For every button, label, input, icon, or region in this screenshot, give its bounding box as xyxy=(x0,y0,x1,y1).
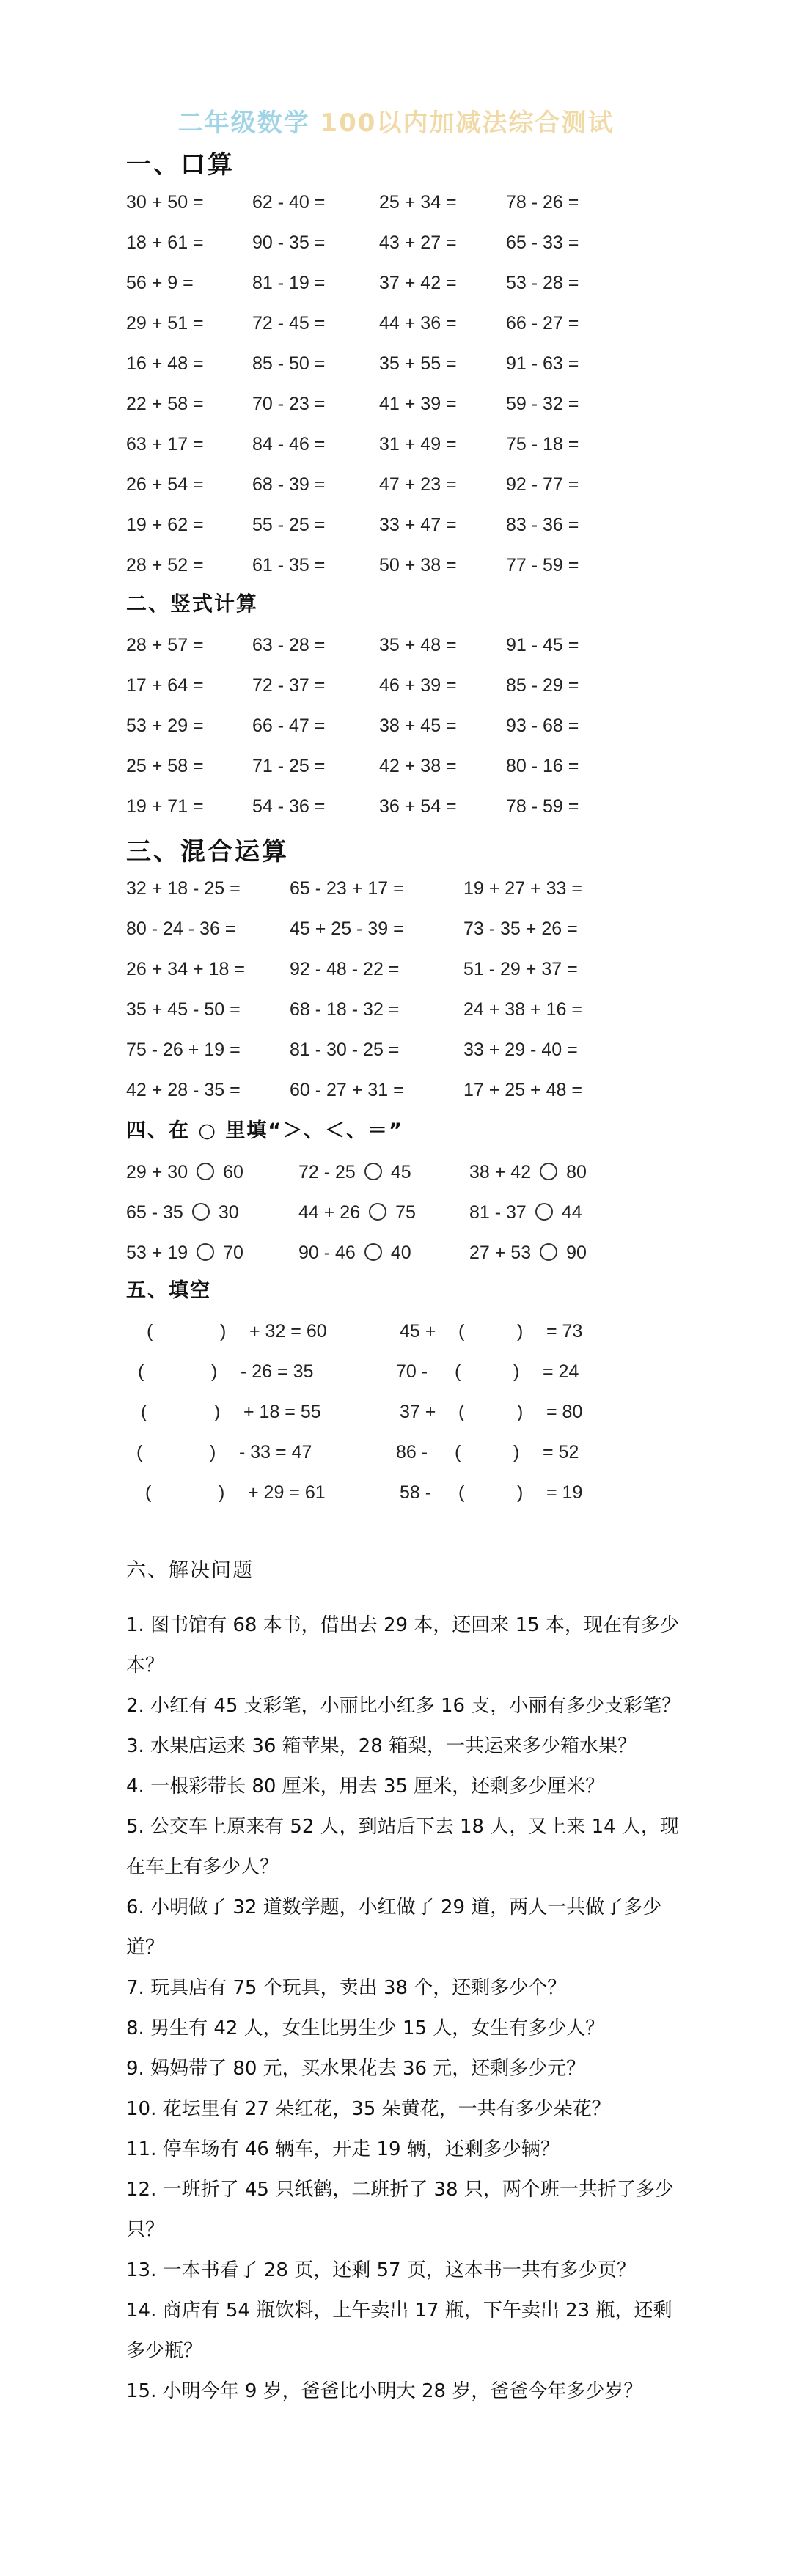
oral-exercise-row xyxy=(0,313,792,342)
fill-row xyxy=(0,1361,792,1391)
oral-exercise-item: 47 + 23 = xyxy=(379,474,457,495)
compare-item xyxy=(126,1162,243,1183)
compare-item xyxy=(298,1162,411,1183)
compare-right: 30 xyxy=(218,1202,239,1223)
vertical-exercise-item: 78 - 59 = xyxy=(506,796,579,817)
word-problem: 13. 一本书看了 28 页，还剩 57 页，这本书一共有多少页？ xyxy=(126,2259,636,2281)
oral-exercise-row xyxy=(0,434,792,463)
vertical-exercise-item: 28 + 57 = xyxy=(126,635,204,655)
oral-exercise-item: 28 + 52 = xyxy=(126,555,204,575)
compare-item xyxy=(126,1243,243,1264)
mixed-exercise-item: 68 - 18 - 32 = xyxy=(290,999,400,1020)
compare-row xyxy=(0,1243,792,1272)
fill-result: = 73 xyxy=(546,1321,583,1342)
oral-exercise-item: 18 + 61 = xyxy=(126,232,204,253)
compare-item xyxy=(469,1243,587,1264)
answer-circle-icon[interactable] xyxy=(364,1243,382,1261)
answer-circle-icon[interactable] xyxy=(535,1203,553,1221)
vertical-exercise-row xyxy=(0,715,792,745)
oral-exercise-row xyxy=(0,474,792,504)
vertical-exercise-row xyxy=(0,635,792,664)
blank-close: ) xyxy=(517,1482,524,1503)
blank-close: ) xyxy=(211,1361,218,1382)
answer-circle-icon[interactable] xyxy=(540,1163,557,1180)
oral-exercise-item: 29 + 51 = xyxy=(126,313,204,334)
oral-exercise-item: 91 - 63 = xyxy=(506,353,579,374)
word-problem: 6. 小明做了 32 道数学题，小红做了 29 道，两人一共做了多少道？ xyxy=(126,1896,662,1959)
word-problem: 3. 水果店运来 36 箱苹果，28 箱梨，一共运来多少箱水果？ xyxy=(126,1735,637,1757)
compare-right: 45 xyxy=(390,1162,411,1182)
oral-exercise-item: 35 + 55 = xyxy=(379,353,457,374)
worksheet-title xyxy=(0,103,792,139)
compare-right: 70 xyxy=(223,1243,243,1263)
blank-close: ) xyxy=(220,1321,227,1342)
blank-close: ) xyxy=(210,1442,216,1462)
vertical-exercise-item: 25 + 58 = xyxy=(126,756,204,776)
vertical-exercise-item: 66 - 47 = xyxy=(252,715,326,736)
mixed-exercise-item: 51 - 29 + 37 = xyxy=(463,959,578,979)
oral-exercise-item: 26 + 54 = xyxy=(126,474,204,495)
oral-exercise-item: 65 - 33 = xyxy=(506,232,579,253)
section-fill-heading: 五、填空 xyxy=(126,1279,211,1302)
oral-exercise-item: 59 - 32 = xyxy=(506,394,579,414)
vertical-exercise-item: 63 - 28 = xyxy=(252,635,326,655)
mixed-exercise-item: 45 + 25 - 39 = xyxy=(290,919,404,939)
oral-exercise-row xyxy=(0,515,792,544)
answer-circle-icon[interactable] xyxy=(369,1203,386,1221)
mixed-exercise-item: 65 - 23 + 17 = xyxy=(290,878,404,899)
vertical-exercise-item: 36 + 54 = xyxy=(379,796,457,817)
blank-open[interactable]: ( xyxy=(455,1361,461,1382)
oral-exercise-item: 16 + 48 = xyxy=(126,353,204,374)
vertical-exercise-item: 38 + 45 = xyxy=(379,715,457,736)
blank-open[interactable]: ( xyxy=(147,1321,153,1342)
compare-left: 29 + 30 xyxy=(126,1162,188,1182)
oral-exercise-row xyxy=(0,192,792,221)
oral-exercise-row xyxy=(0,232,792,262)
mixed-exercise-item: 24 + 38 + 16 = xyxy=(463,999,582,1020)
compare-left: 72 - 25 xyxy=(298,1162,356,1182)
word-problem: 14. 商店有 54 瓶饮料，上午卖出 17 瓶，下午卖出 23 瓶，还剩多少瓶？ xyxy=(126,2300,672,2362)
vertical-exercise-item: 72 - 37 = xyxy=(252,675,326,696)
fill-result: = 24 xyxy=(543,1361,579,1382)
vertical-exercise-item: 71 - 25 = xyxy=(252,756,326,776)
compare-left: 90 - 46 xyxy=(298,1243,356,1263)
oral-exercise-item: 70 - 23 = xyxy=(252,394,326,414)
blank-open[interactable]: ( xyxy=(136,1442,143,1462)
blank-open[interactable]: ( xyxy=(145,1482,152,1503)
vertical-exercise-item: 80 - 16 = xyxy=(506,756,579,776)
oral-exercise-item: 37 + 42 = xyxy=(379,273,457,293)
mixed-exercise-item: 33 + 29 - 40 = xyxy=(463,1039,578,1060)
blank-close: ) xyxy=(219,1482,225,1503)
fill-row xyxy=(0,1442,792,1471)
blank-close: ) xyxy=(513,1442,520,1462)
mixed-exercise-row xyxy=(0,999,792,1028)
mixed-exercise-row xyxy=(0,1080,792,1109)
title-grade: 二年级数学 xyxy=(177,108,310,138)
oral-exercise-item: 85 - 50 = xyxy=(252,353,326,374)
oral-exercise-item: 90 - 35 = xyxy=(252,232,326,253)
oral-exercise-item: 31 + 49 = xyxy=(379,434,457,455)
oral-exercise-item: 43 + 27 = xyxy=(379,232,457,253)
word-problem: 8. 男生有 42 人，女生比男生少 15 人，女生有多少人？ xyxy=(126,2017,605,2039)
vertical-exercise-item: 46 + 39 = xyxy=(379,675,457,696)
compare-left: 44 + 26 xyxy=(298,1202,361,1223)
oral-exercise-item: 78 - 26 = xyxy=(506,192,579,213)
oral-exercise-item: 66 - 27 = xyxy=(506,313,579,334)
fill-result: = 52 xyxy=(543,1442,579,1462)
word-problem: 12. 一班折了 45 只纸鹤，二班折了 38 只，两个班一共折了多少只？ xyxy=(126,2179,674,2241)
oral-exercise-item: 22 + 58 = xyxy=(126,394,204,414)
oral-exercise-item: 75 - 18 = xyxy=(506,434,579,455)
mixed-exercise-item: 19 + 27 + 33 = xyxy=(463,878,582,899)
word-problem: 11. 停车场有 46 辆车，开走 19 辆，还剩多少辆？ xyxy=(126,2138,560,2160)
mixed-exercise-item: 17 + 25 + 48 = xyxy=(463,1080,582,1100)
oral-exercise-item: 41 + 39 = xyxy=(379,394,457,414)
fill-expression-left: 37 + xyxy=(400,1402,436,1422)
oral-exercise-item: 30 + 50 = xyxy=(126,192,204,213)
section-vertical-heading: 二、竖式计算 xyxy=(126,592,259,616)
compare-right: 40 xyxy=(390,1243,411,1263)
oral-exercise-row xyxy=(0,273,792,302)
oral-exercise-item: 72 - 45 = xyxy=(252,313,326,334)
vertical-exercise-item: 91 - 45 = xyxy=(506,635,579,655)
vertical-exercise-item: 53 + 29 = xyxy=(126,715,204,736)
blank-open[interactable]: ( xyxy=(141,1402,147,1422)
oral-exercise-item: 56 + 9 = xyxy=(126,273,194,293)
oral-exercise-item: 33 + 47 = xyxy=(379,515,457,535)
section-problems-heading: 六、解决问题 xyxy=(126,1559,254,1582)
oral-exercise-item: 62 - 40 = xyxy=(252,192,326,213)
answer-circle-icon[interactable] xyxy=(197,1243,214,1261)
mixed-exercise-item: 26 + 34 + 18 = xyxy=(126,959,245,979)
section-compare-heading: 四、在 ○ 里填“＞、＜、＝” xyxy=(126,1119,403,1142)
word-problem: 9. 妈妈带了 80 元，买水果花去 36 元，还剩多少元？ xyxy=(126,2058,586,2080)
vertical-exercise-item: 17 + 64 = xyxy=(126,675,204,696)
oral-exercise-item: 25 + 34 = xyxy=(379,192,457,213)
oral-exercise-row xyxy=(0,394,792,423)
mixed-exercise-item: 75 - 26 + 19 = xyxy=(126,1039,241,1060)
word-problem: 4. 一根彩带长 80 厘米，用去 35 厘米，还剩多少厘米？ xyxy=(126,1775,605,1797)
vertical-exercise-item: 85 - 29 = xyxy=(506,675,579,696)
fill-row xyxy=(0,1482,792,1512)
fill-result: = 19 xyxy=(546,1482,583,1503)
blank-close: ) xyxy=(517,1402,524,1422)
mixed-exercise-item: 92 - 48 - 22 = xyxy=(290,959,400,979)
oral-exercise-item: 50 + 38 = xyxy=(379,555,457,575)
fill-expression: + 32 = 60 xyxy=(249,1321,327,1342)
fill-expression: - 26 = 35 xyxy=(241,1361,314,1382)
oral-exercise-item: 63 + 17 = xyxy=(126,434,204,455)
oral-exercise-item: 77 - 59 = xyxy=(506,555,579,575)
oral-exercise-item: 81 - 19 = xyxy=(252,273,326,293)
blank-open[interactable]: ( xyxy=(455,1442,461,1462)
word-problem: 2. 小红有 45 支彩笔，小丽比小红多 16 支，小丽有多少支彩笔？ xyxy=(126,1695,681,1717)
compare-left: 81 - 37 xyxy=(469,1202,527,1223)
answer-circle-icon[interactable] xyxy=(197,1163,214,1180)
mixed-exercise-item: 32 + 18 - 25 = xyxy=(126,878,241,899)
mixed-exercise-item: 73 - 35 + 26 = xyxy=(463,919,578,939)
compare-right: 44 xyxy=(561,1202,582,1223)
compare-left: 27 + 53 xyxy=(469,1243,532,1263)
oral-exercise-item: 92 - 77 = xyxy=(506,474,579,495)
title-topic: 100以内加减法综合测试 xyxy=(320,108,615,138)
blank-open[interactable]: ( xyxy=(458,1482,465,1503)
vertical-exercise-item: 93 - 68 = xyxy=(506,715,579,736)
section-oral-heading: 一、口算 xyxy=(126,150,235,180)
blank-open[interactable]: ( xyxy=(458,1402,465,1422)
compare-item xyxy=(469,1162,587,1183)
mixed-exercise-item: 81 - 30 - 25 = xyxy=(290,1039,400,1060)
mixed-exercise-row xyxy=(0,919,792,948)
blank-open[interactable]: ( xyxy=(138,1361,144,1382)
oral-exercise-item: 55 - 25 = xyxy=(252,515,326,535)
compare-item xyxy=(126,1202,239,1223)
vertical-exercise-item: 35 + 48 = xyxy=(379,635,457,655)
word-problem: 15. 小明今年 9 岁，爸爸比小明大 28 岁，爸爸今年多少岁？ xyxy=(126,2380,643,2402)
mixed-exercise-item: 80 - 24 - 36 = xyxy=(126,919,236,939)
fill-expression: + 29 = 61 xyxy=(248,1482,326,1503)
compare-item xyxy=(469,1202,582,1223)
mixed-exercise-item: 42 + 28 - 35 = xyxy=(126,1080,241,1100)
vertical-exercise-item: 42 + 38 = xyxy=(379,756,457,776)
fill-expression-left: 86 - xyxy=(396,1442,428,1462)
compare-item xyxy=(298,1202,416,1223)
fill-expression-left: 70 - xyxy=(396,1361,428,1382)
fill-expression-left: 58 - xyxy=(400,1482,432,1503)
compare-row xyxy=(0,1162,792,1191)
fill-result: = 80 xyxy=(546,1402,583,1422)
answer-circle-icon[interactable] xyxy=(540,1243,557,1261)
oral-exercise-item: 68 - 39 = xyxy=(252,474,326,495)
compare-right: 60 xyxy=(223,1162,243,1182)
answer-circle-icon[interactable] xyxy=(192,1203,210,1221)
compare-right: 80 xyxy=(566,1162,587,1182)
compare-right: 75 xyxy=(395,1202,416,1223)
oral-exercise-item: 19 + 62 = xyxy=(126,515,204,535)
oral-exercise-item: 84 - 46 = xyxy=(252,434,326,455)
blank-close: ) xyxy=(517,1321,524,1342)
oral-exercise-row xyxy=(0,555,792,584)
compare-left: 53 + 19 xyxy=(126,1243,188,1263)
mixed-exercise-row xyxy=(0,959,792,988)
fill-row xyxy=(0,1321,792,1350)
oral-exercise-item: 44 + 36 = xyxy=(379,313,457,334)
vertical-exercise-row xyxy=(0,756,792,785)
compare-left: 38 + 42 xyxy=(469,1162,532,1182)
vertical-exercise-row xyxy=(0,796,792,825)
mixed-exercise-item: 60 - 27 + 31 = xyxy=(290,1080,404,1100)
word-problem: 5. 公交车上原来有 52 人，到站后下去 18 人，又上来 14 人，现在车上有多少人？ xyxy=(126,1816,679,1878)
compare-item xyxy=(298,1243,411,1264)
mixed-exercise-row xyxy=(0,1039,792,1069)
oral-exercise-item: 53 - 28 = xyxy=(506,273,579,293)
word-problem: 1. 图书馆有 68 本书，借出去 29 本，还回来 15 本，现在有多少本？ xyxy=(126,1614,679,1677)
compare-left: 65 - 35 xyxy=(126,1202,183,1223)
mixed-exercise-item: 35 + 45 - 50 = xyxy=(126,999,241,1020)
vertical-exercise-item: 19 + 71 = xyxy=(126,796,204,817)
blank-open[interactable]: ( xyxy=(458,1321,465,1342)
compare-right: 90 xyxy=(566,1243,587,1263)
vertical-exercise-item: 54 - 36 = xyxy=(252,796,326,817)
section-mixed-heading: 三、混合运算 xyxy=(126,837,289,866)
blank-close: ) xyxy=(214,1402,221,1422)
oral-exercise-item: 61 - 35 = xyxy=(252,555,326,575)
mixed-exercise-row xyxy=(0,878,792,908)
fill-expression: - 33 = 47 xyxy=(239,1442,312,1462)
vertical-exercise-row xyxy=(0,675,792,704)
fill-expression: + 18 = 55 xyxy=(243,1402,321,1422)
word-problems-list xyxy=(126,1605,683,2412)
fill-row xyxy=(0,1402,792,1431)
blank-close: ) xyxy=(513,1361,520,1382)
word-problem: 7. 玩具店有 75 个玩具，卖出 38 个，还剩多少个？ xyxy=(126,1977,567,1999)
word-problem: 10. 花坛里有 27 朵红花，35 朵黄花，一共有多少朵花？ xyxy=(126,2098,611,2120)
compare-row xyxy=(0,1202,792,1232)
oral-exercise-item: 83 - 36 = xyxy=(506,515,579,535)
oral-exercise-row xyxy=(0,353,792,383)
answer-circle-icon[interactable] xyxy=(364,1163,382,1180)
fill-expression-left: 45 + xyxy=(400,1321,436,1342)
